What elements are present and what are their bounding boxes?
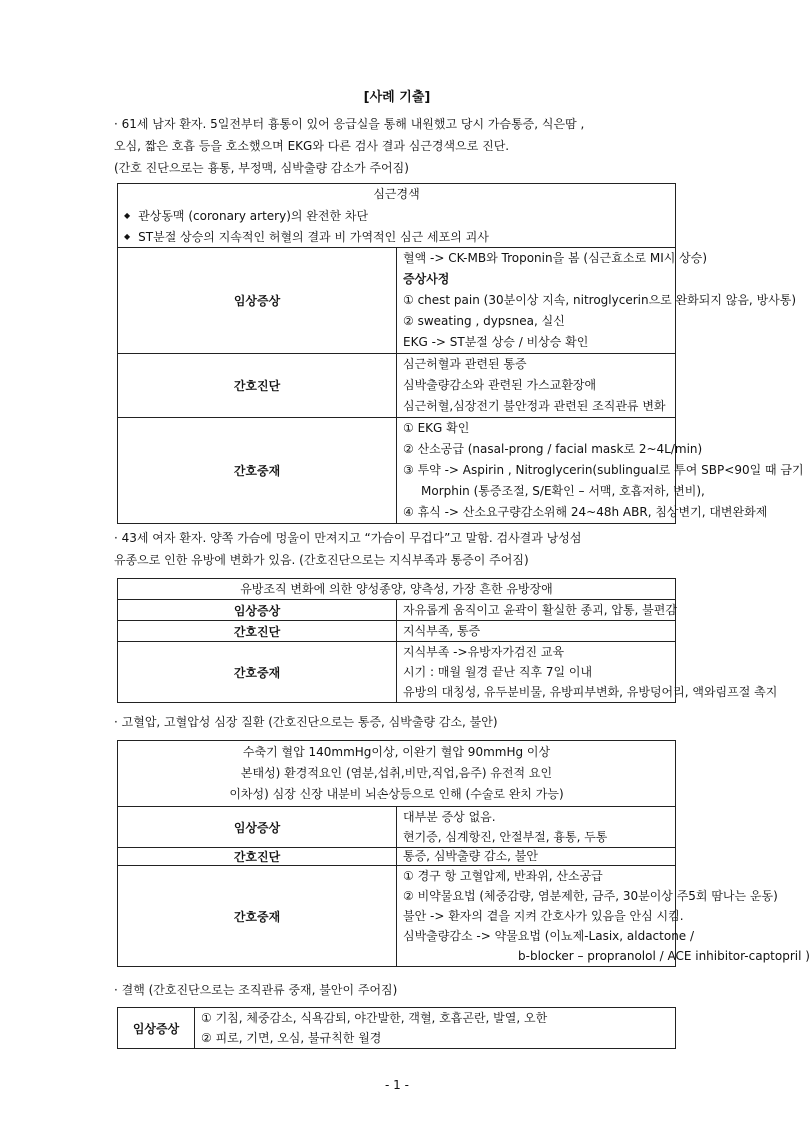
case4-symptoms-cell <box>195 1008 676 1049</box>
case1-diagnosis-row <box>118 354 676 418</box>
case1-diagnosis-cell <box>397 354 676 418</box>
case4-table <box>117 1007 676 1049</box>
case2-symptoms-row <box>118 600 676 621</box>
case3-diagnosis-cell <box>397 848 676 866</box>
case1-bullet: ◆ ST분절 상승의 지속적인 허혈의 결과 비 가역적인 심근 세포의 괴사 <box>124 226 669 247</box>
case3-diagnosis-row <box>118 848 676 866</box>
case2-diagnosis-row <box>118 621 676 642</box>
case2-disease-name: 유방조직 변화에 의한 양성종양, 양측성, 가장 흔한 유방장애 <box>240 582 553 596</box>
case1-table <box>117 183 804 524</box>
case2-intervention-cell <box>397 642 778 703</box>
case1-diagnosis-line: 심근허혈,심장전기 불안정과 관련된 조직관류 변화 <box>403 399 666 413</box>
case3-diagnosis-line: 통증, 심박출량 감소, 불안 <box>403 849 538 863</box>
case2-intervention-line: 유방의 대칭성, 유두분비물, 유방피부변화, 유방덩어리, 액와림프절 촉지 <box>403 685 778 699</box>
case3-intervention-line: ② 비약물요법 (체중감량, 염분제한, 금주, 30분이상 주5회 땀나는 운동) <box>403 889 778 903</box>
case1-intervention-cell <box>397 418 804 524</box>
case1-symptom-line: ① chest pain (30분이상 지속, nitroglycerin으로 완화되지 않음, 방사통) <box>403 293 797 307</box>
case3-header-cell <box>118 741 676 807</box>
case3-intervention-line: 불안 -> 환자의 곁을 지켜 간호사가 있음을 안심 시킴. <box>403 909 684 923</box>
case1-symptom-line: 혈액 -> CK-MB와 Troponin을 봄 (심근효소로 MI시 상승) <box>403 251 708 265</box>
case3-header-line: 수축기 혈압 140mmHg이상, 이완기 혈압 90mmHg 이상 <box>242 745 551 759</box>
case3-intervention-line: 심박출량감소 -> 약물요법 (이뇨제-Lasix, aldactone / <box>403 929 695 943</box>
case2-intro-line: · 43세 여자 환자. 양쪽 가슴에 멍울이 만져지고 “가슴이 무겁다”고 말함. 검사결과 낭성섬 <box>114 531 582 545</box>
case1-intervention-line: ① EKG 확인 <box>403 421 470 435</box>
case3-intervention-line: b-blocker – propranolol / ACE inhibitor-captopril ) <box>518 949 810 963</box>
case3-intervention-label: 간호중재 <box>118 866 397 967</box>
case1-symptoms-row <box>118 248 676 354</box>
case3-intervention-row <box>118 866 676 967</box>
case1-symptom-line: EKG -> ST분절 상승 / 비상승 확인 <box>403 335 589 349</box>
case1-bullet: ◆ 관상동맥 (coronary artery)의 완전한 차단 <box>124 205 669 226</box>
case2-symptoms-label: 임상증상 <box>118 600 397 621</box>
case3-intervention-line: ① 경구 항 고혈압제, 반좌위, 산소공급 <box>403 869 603 883</box>
case1-intro-line: 오심, 짧은 호흡 등을 호소했으며 EKG와 다른 검사 결과 심근경색으로 진단. <box>114 139 510 153</box>
case2-header-row <box>118 579 676 600</box>
case3-intro-line: · 고혈압, 고혈압성 심장 질환 (간호진단으로는 통증, 심박출량 감소, 불안) <box>114 715 498 729</box>
case1-intervention-row <box>118 418 676 524</box>
case1-symptom-line: 증상사정 <box>403 272 450 286</box>
case1-intervention-line: ④ 휴식 -> 산소요구량감소위해 24~48h ABR, 침상변기, 대변완화제 <box>403 505 768 519</box>
case2-intervention-line: 지식부족 ->유방자가검진 교육 <box>403 645 565 659</box>
case2-diagnosis-line: 지식부족, 통증 <box>403 624 481 638</box>
case3-table <box>117 740 810 967</box>
case1-intro-line: (간호 진단으로는 흉통, 부정맥, 심박출량 감소가 주어짐) <box>114 161 409 175</box>
case3-symptoms-cell <box>397 807 676 848</box>
case2-intervention-row <box>118 642 676 703</box>
case1-intro-line: · 61세 남자 환자. 5일전부터 흉통이 있어 응급실을 통해 내원했고 당시 가슴통증, 식은땀 , <box>114 117 585 131</box>
case4-symptoms-label: 임상증상 <box>118 1008 195 1049</box>
case1-symptoms-label: 임상증상 <box>118 248 397 354</box>
case2-header-cell <box>118 579 676 600</box>
case3-header-line: 본태성) 환경적요인 (염분,섭취,비만,직업,음주) 유전적 요인 <box>240 766 553 780</box>
case1-disease-name: 심근경색 <box>373 187 420 201</box>
case3-header-row <box>118 741 676 807</box>
case2-table <box>117 578 778 703</box>
page-number: - 1 - <box>385 1078 409 1092</box>
case1-header-row <box>118 184 676 248</box>
case1-symptoms-cell <box>397 248 797 354</box>
case2-intro <box>114 527 684 571</box>
case1-diagnosis-line: 심박출량감소와 관련된 가스교환장애 <box>403 378 597 392</box>
page-title: [사례 기출] <box>363 90 431 105</box>
case2-intervention-line: 시기 : 매월 월경 끝난 직후 7일 이내 <box>403 665 593 679</box>
case4-intro-line: · 결핵 (간호진단으로는 조직관류 중재, 불안이 주어짐) <box>114 983 398 997</box>
case1-intervention-line: ③ 투약 -> Aspirin , Nitroglycerin(sublingual로 투여 SBP<90일 때 금기 <box>403 463 804 477</box>
case3-symptom-line: 현기증, 심계항진, 안절부절, 흉통, 두통 <box>403 830 608 844</box>
case2-symptoms-cell <box>397 600 676 621</box>
case4-intro <box>114 979 684 1001</box>
case1-intervention-label: 간호중재 <box>118 418 397 524</box>
case4-symptoms-row <box>118 1008 676 1049</box>
case4-symptom-line: ② 피로, 기면, 오심, 불규칙한 월경 <box>201 1031 382 1045</box>
case2-diagnosis-label: 간호진단 <box>118 621 397 642</box>
case1-intervention-line: Morphin (통증조절, S/E확인 – 서맥, 호흡저하, 변비), <box>421 484 705 498</box>
case4-symptom-line: ① 기침, 체중감소, 식욕감퇴, 야간발한, 객혈, 호흡곤란, 발열, 오한 <box>201 1011 548 1025</box>
case3-diagnosis-label: 간호진단 <box>118 848 397 866</box>
case1-header-cell <box>118 184 676 248</box>
case1-symptom-line: ② sweating , dypsnea, 실신 <box>403 314 565 328</box>
case3-symptoms-label: 임상증상 <box>118 807 397 848</box>
case1-intervention-line: ② 산소공급 (nasal-prong / facial mask로 2~4L/min) <box>403 442 703 456</box>
case1-intro <box>114 113 684 179</box>
case2-diagnosis-cell <box>397 621 676 642</box>
case2-intro-line: 유종으로 인한 유방에 변화가 있음. (간호진단으로는 지식부족과 통증이 주어짐) <box>114 553 529 567</box>
case1-diagnosis-label: 간호진단 <box>118 354 397 418</box>
case2-symptom-line: 자유롭게 움직이고 윤곽이 활실한 종괴, 압통, 불편감 <box>403 603 677 617</box>
case3-header-line: 이차성) 심장 신장 내분비 뇌손상등으로 인해 (수술로 완치 가능) <box>229 787 564 801</box>
case3-intro <box>114 711 684 733</box>
case2-intervention-label: 간호중재 <box>118 642 397 703</box>
case3-symptoms-row <box>118 807 676 848</box>
case1-diagnosis-line: 심근허혈과 관련된 통증 <box>403 357 527 371</box>
case3-intervention-cell <box>397 866 810 967</box>
case3-symptom-line: 대부분 증상 없음. <box>403 810 496 824</box>
